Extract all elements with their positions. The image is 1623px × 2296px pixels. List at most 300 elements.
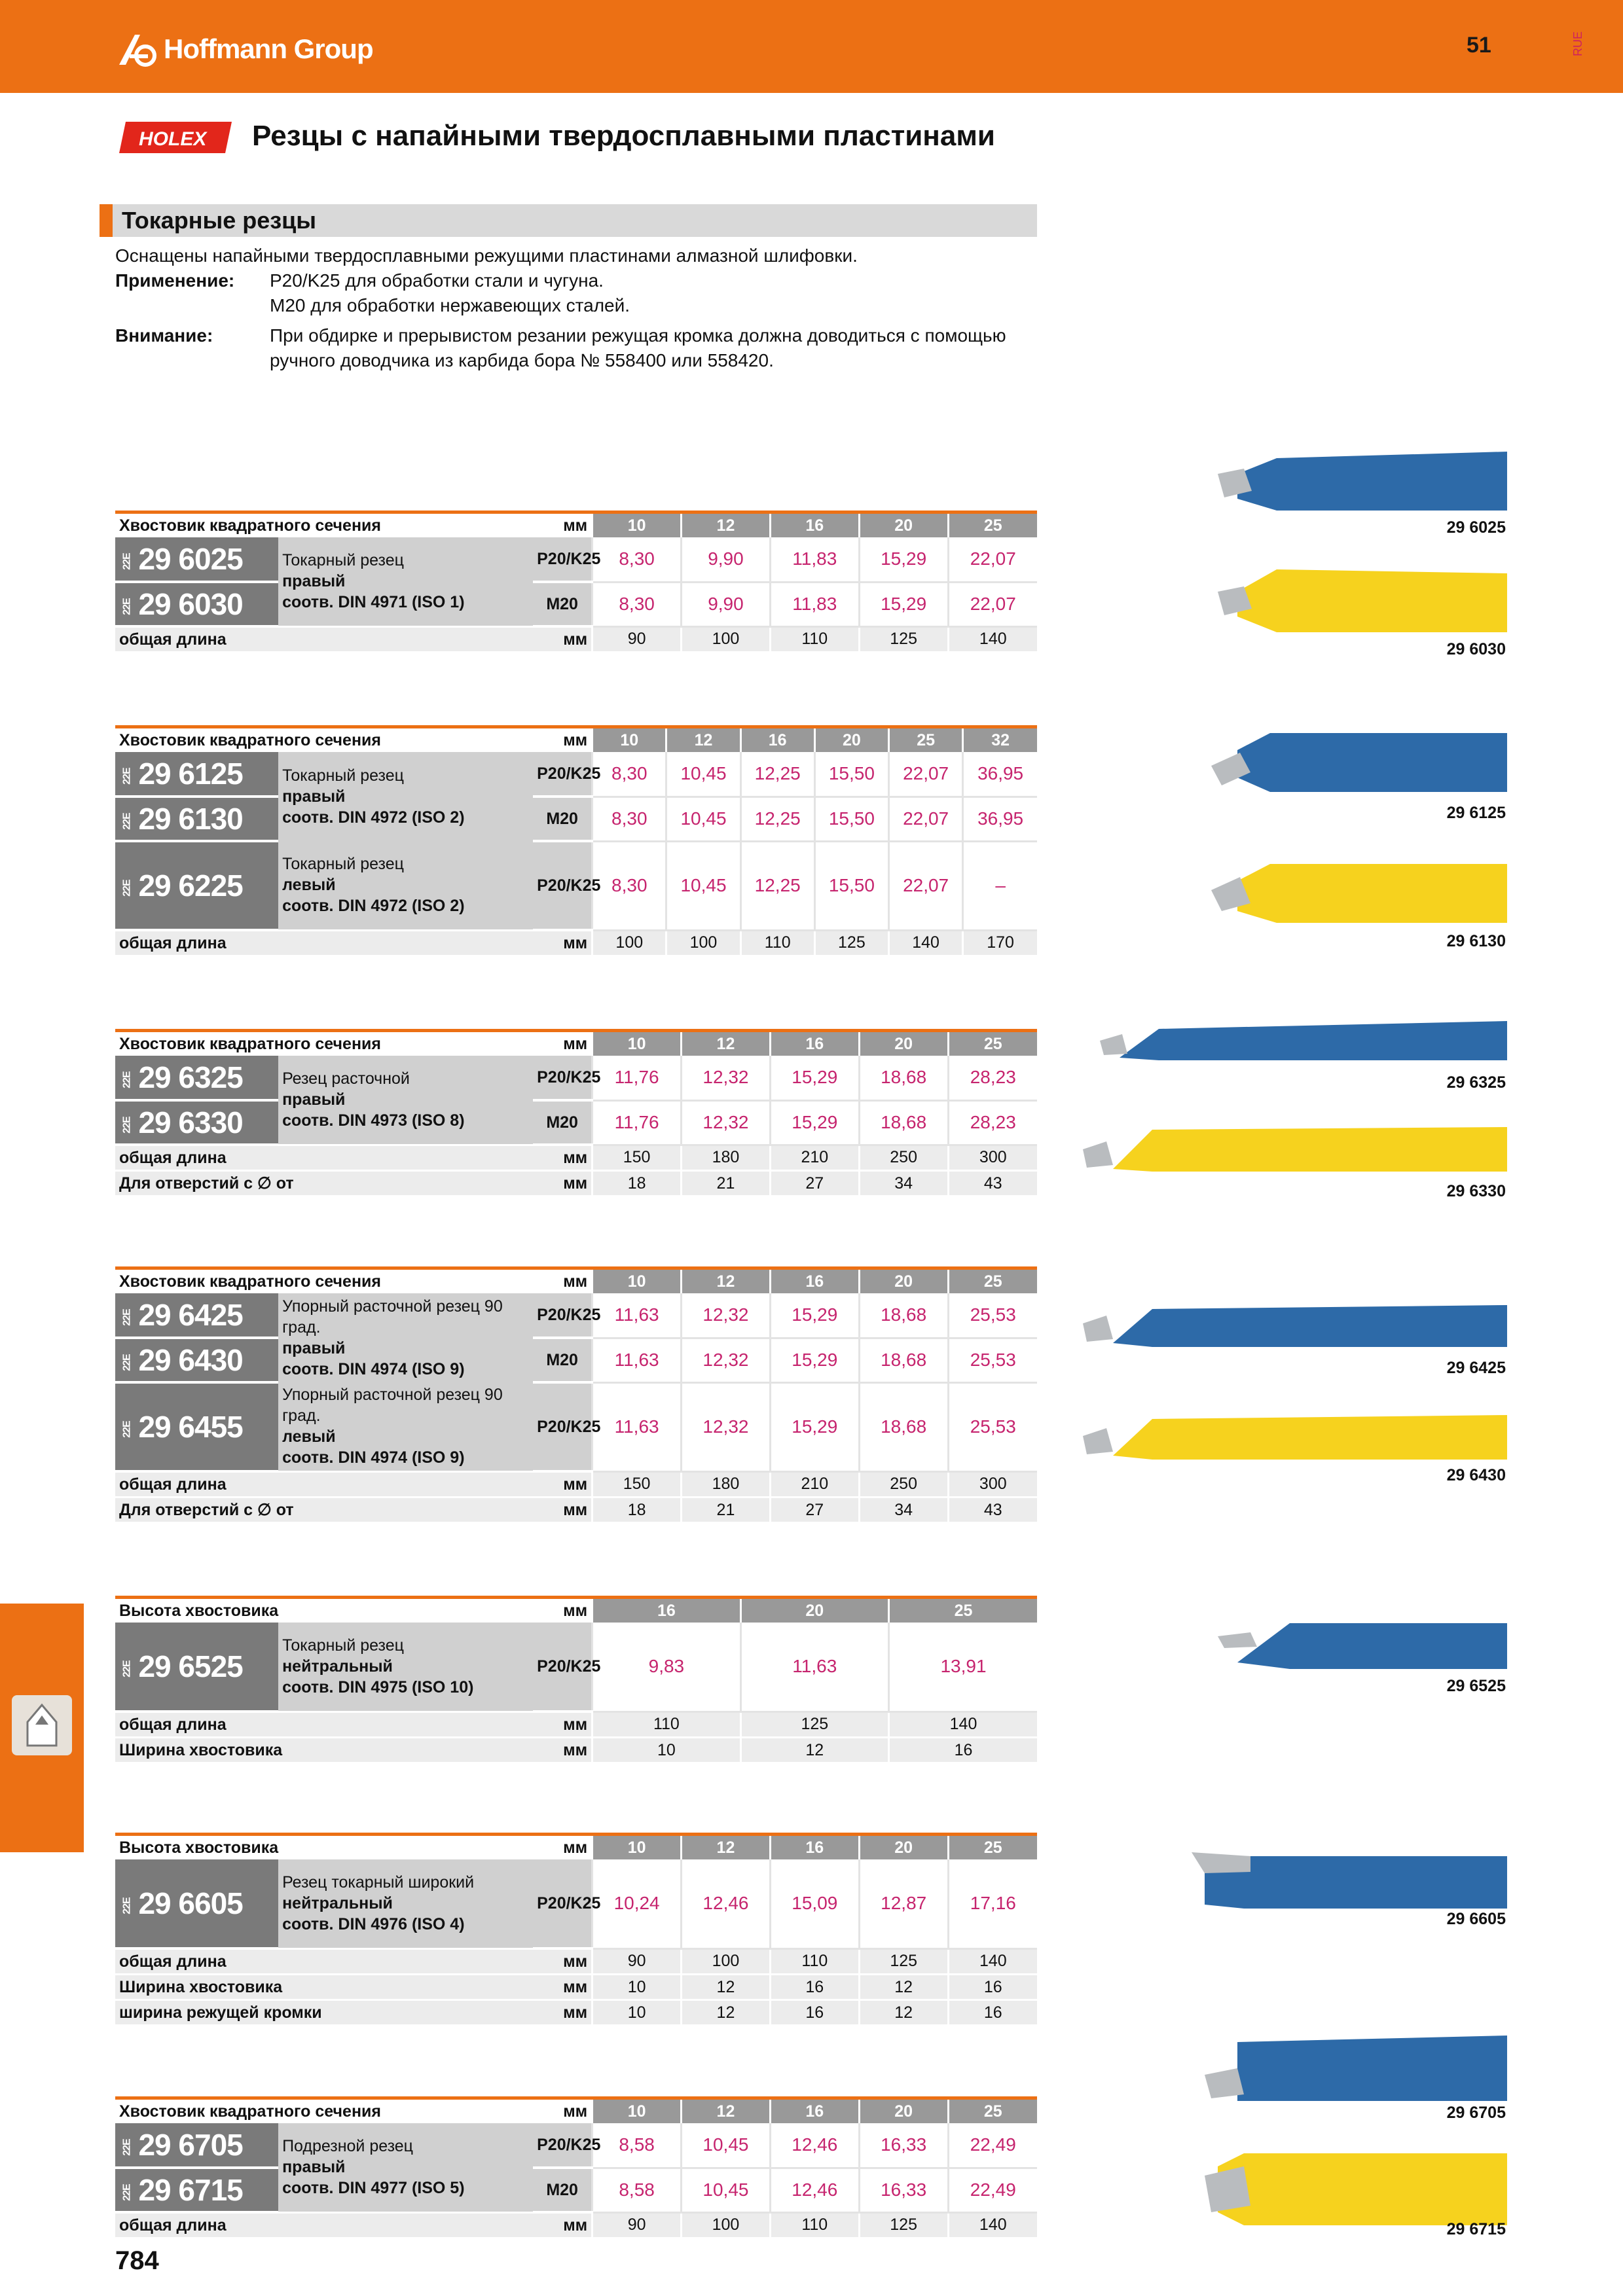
picture-caption: 29 6605: [1446, 1910, 1506, 1928]
size-header: 12: [682, 2098, 771, 2124]
info-value: 16: [889, 1738, 1037, 1763]
article-number[interactable]: 22E 29 6130: [115, 797, 278, 841]
price: 8,58: [593, 2123, 682, 2168]
article-number[interactable]: 22E 29 6705: [115, 2123, 278, 2168]
size-header: 16: [770, 1835, 859, 1860]
price: 12,32: [682, 1056, 771, 1100]
price: 22,07: [948, 537, 1037, 582]
info-value: 10: [593, 1975, 682, 2000]
price-table-296705: [115, 2096, 1037, 2237]
price: 15,29: [770, 1382, 859, 1471]
price: 15,50: [814, 752, 888, 797]
info-value: 210: [770, 1145, 859, 1171]
info-value: 12: [859, 1975, 948, 2000]
size-header: 25: [948, 1835, 1037, 1860]
size-header: 20: [859, 1031, 948, 1056]
info-value: 140: [889, 930, 963, 955]
carbide-grade: M20: [533, 797, 593, 841]
price: 15,29: [770, 1338, 859, 1382]
carbide-grade: P20/K25: [533, 1623, 593, 1712]
intro-text: Оснащены напайными твердосплавными режущими пластинами алмазной шлифовки.: [115, 245, 858, 266]
info-label: ширина режущей кромки: [115, 2000, 533, 2025]
price: 8,30: [593, 537, 682, 582]
price-table-296425: [115, 1266, 1037, 1522]
brand-name: Hoffmann Group: [164, 33, 373, 64]
price: 16,33: [859, 2123, 948, 2168]
info-value: 125: [859, 626, 948, 651]
table-row: [115, 797, 1037, 841]
carbide-grade: P20/K25: [533, 841, 593, 930]
info-row: [115, 2000, 1037, 2025]
price: 12,25: [740, 752, 814, 797]
size-header: 25: [948, 2098, 1037, 2124]
article-number[interactable]: 22E 29 6525: [115, 1623, 278, 1712]
info-value: 125: [859, 2212, 948, 2237]
size-header: 10: [593, 512, 682, 538]
info-label: общая длина: [115, 1145, 533, 1171]
unit-mm: мм: [533, 1738, 593, 1763]
info-value: 180: [682, 1471, 771, 1498]
price: 13,91: [889, 1623, 1037, 1712]
product-description: Токарный резец нейтральный соотв. DIN 4975 (ISO 10): [278, 1623, 533, 1712]
info-value: 43: [948, 1171, 1037, 1196]
unit-mm: мм: [533, 1948, 593, 1975]
table-row: [115, 1859, 1037, 1948]
price: 8,30: [593, 797, 666, 841]
size-header: 10: [593, 1031, 682, 1056]
unit-mm: мм: [533, 1835, 593, 1860]
price: 22,07: [889, 797, 963, 841]
info-value: 16: [948, 1975, 1037, 2000]
price: 18,68: [859, 1293, 948, 1338]
info-value: 21: [682, 1498, 771, 1522]
carbide-grade: M20: [533, 582, 593, 626]
price: 12,32: [682, 1382, 771, 1471]
picture-caption: 29 6125: [1446, 804, 1506, 822]
article-number[interactable]: 22E 29 6715: [115, 2168, 278, 2212]
info-value: 180: [682, 1145, 771, 1171]
product-description: Токарный резец правый соотв. DIN 4972 (ISO 2): [278, 752, 533, 841]
info-value: 110: [593, 1712, 740, 1738]
info-value: 110: [770, 2212, 859, 2237]
price-table-296025: [115, 511, 1037, 651]
picture-caption: 29 6330: [1446, 1182, 1506, 1200]
info-value: 12: [740, 1738, 888, 1763]
product-description: Упорный расточной резец 90 град. левый соотв. DIN 4974 (ISO 9): [278, 1382, 533, 1471]
info-value: 100: [682, 1948, 771, 1975]
info-value: 16: [770, 1975, 859, 2000]
price: 12,32: [682, 1100, 771, 1145]
table-row: [115, 1623, 1037, 1712]
carbide-grade: M20: [533, 1100, 593, 1145]
info-value: 18: [593, 1498, 682, 1522]
info-row: [115, 1498, 1037, 1522]
price: –: [963, 841, 1037, 930]
price: 12,32: [682, 1293, 771, 1338]
price: 12,46: [770, 2168, 859, 2212]
info-row: [115, 1948, 1037, 1975]
tool-picture-296025: [1198, 445, 1512, 517]
picture-caption: 29 6425: [1446, 1359, 1506, 1377]
product-description: Резец токарный широкий нейтральный соотв. DIN 4976 (ISO 4): [278, 1859, 533, 1948]
price: 22,49: [948, 2168, 1037, 2212]
info-value: 100: [682, 626, 771, 651]
info-label: Для отверстий с ∅ от: [115, 1498, 533, 1522]
shank-label: Хвостовик квадратного сечения: [115, 2098, 533, 2124]
price: 12,46: [682, 1859, 771, 1948]
unit-mm: мм: [533, 2000, 593, 2025]
tool-picture-296430: [1074, 1407, 1512, 1466]
note-line-2: ручного доводчика из карбида бора № 558400 или 558420.: [270, 350, 774, 370]
info-value: 140: [948, 1948, 1037, 1975]
price: 18,68: [859, 1382, 948, 1471]
holex-badge-text: HOLEX: [139, 128, 207, 150]
holex-badge: [117, 118, 234, 157]
size-header: 20: [814, 727, 888, 753]
info-value: 34: [859, 1498, 948, 1522]
price: 22,49: [948, 2123, 1037, 2168]
picture-caption: 29 6025: [1446, 518, 1506, 537]
info-value: 100: [682, 2212, 771, 2237]
price: 36,95: [963, 797, 1037, 841]
size-header: 25: [889, 727, 963, 753]
info-value: 12: [682, 1975, 771, 2000]
size-header: 32: [963, 727, 1037, 753]
article-number[interactable]: 22E 29 6030: [115, 582, 278, 626]
info-value: 10: [593, 1738, 740, 1763]
price: 15,50: [814, 841, 888, 930]
info-value: 110: [770, 1948, 859, 1975]
info-label: Для отверстий с ∅ от: [115, 1171, 533, 1196]
info-value: 125: [740, 1712, 888, 1738]
price: 15,29: [859, 582, 948, 626]
article-number[interactable]: 22E 29 6330: [115, 1100, 278, 1145]
language-code: RUE: [1571, 31, 1584, 57]
article-number[interactable]: 22E 29 6455: [115, 1382, 278, 1471]
size-header: 25: [948, 1031, 1037, 1056]
info-value: 34: [859, 1171, 948, 1196]
info-row: [115, 1738, 1037, 1763]
size-header: 12: [682, 1268, 771, 1294]
info-row: [115, 930, 1037, 955]
price: 11,76: [593, 1100, 682, 1145]
price: 18,68: [859, 1056, 948, 1100]
info-value: 90: [593, 1948, 682, 1975]
price: 11,63: [593, 1382, 682, 1471]
info-value: 12: [859, 2000, 948, 2025]
table-row: [115, 1338, 1037, 1382]
price: 15,09: [770, 1859, 859, 1948]
info-value: 250: [859, 1471, 948, 1498]
info-value: 140: [948, 626, 1037, 651]
section-marker: [100, 204, 113, 237]
carbide-grade: P20/K25: [533, 1382, 593, 1471]
picture-caption: 29 6325: [1446, 1073, 1506, 1092]
size-header: 25: [948, 512, 1037, 538]
tool-picture-296325: [1093, 1014, 1512, 1067]
price: 10,45: [666, 841, 740, 930]
info-value: 100: [666, 930, 740, 955]
article-number[interactable]: 22E 29 6125: [115, 752, 278, 797]
tool-picture-296705: [1198, 2029, 1512, 2108]
usage-label: Применение:: [115, 270, 235, 291]
size-header: 12: [682, 512, 771, 538]
price: 12,46: [770, 2123, 859, 2168]
info-row: [115, 1712, 1037, 1738]
info-value: 90: [593, 2212, 682, 2237]
price: 10,45: [682, 2168, 771, 2212]
info-value: 21: [682, 1171, 771, 1196]
info-value: 100: [593, 930, 666, 955]
price: 36,95: [963, 752, 1037, 797]
article-number[interactable]: 22E 29 6425: [115, 1293, 278, 1338]
size-header: 16: [770, 1031, 859, 1056]
info-value: 300: [948, 1145, 1037, 1171]
price: 11,83: [770, 582, 859, 626]
unit-mm: мм: [533, 1975, 593, 2000]
price: 11,76: [593, 1056, 682, 1100]
price: 12,25: [740, 797, 814, 841]
price: 15,50: [814, 797, 888, 841]
info-value: 170: [963, 930, 1037, 955]
size-header: 20: [740, 1598, 888, 1623]
info-row: [115, 1171, 1037, 1196]
price: 15,29: [859, 537, 948, 582]
shank-label: Хвостовик квадратного сечения: [115, 1031, 533, 1056]
info-value: 140: [889, 1712, 1037, 1738]
price: 17,16: [948, 1859, 1037, 1948]
size-header: 20: [859, 1268, 948, 1294]
unit-mm: мм: [533, 512, 593, 538]
table-row: [115, 582, 1037, 626]
unit-mm: мм: [533, 1171, 593, 1196]
price-table-296325: [115, 1029, 1037, 1195]
table-row: [115, 841, 1037, 930]
info-label: общая длина: [115, 2212, 533, 2237]
info-value: 125: [814, 930, 888, 955]
info-row: [115, 1975, 1037, 2000]
info-row: [115, 1471, 1037, 1498]
price: 25,53: [948, 1293, 1037, 1338]
price: 22,07: [889, 752, 963, 797]
size-header: 10: [593, 2098, 682, 2124]
note-line-1: При обдирке и прерывистом резании режущая кромка должна доводиться с помощью: [270, 325, 1006, 346]
info-value: 150: [593, 1145, 682, 1171]
tool-picture-296605: [1178, 1846, 1512, 1918]
usage-line-1: P20/K25 для обработки стали и чугуна.: [270, 270, 604, 291]
info-value: 150: [593, 1471, 682, 1498]
table-row: [115, 1056, 1037, 1100]
size-header: 10: [593, 1835, 682, 1860]
price: 12,25: [740, 841, 814, 930]
info-value: 43: [948, 1498, 1037, 1522]
info-value: 90: [593, 626, 682, 651]
price: 18,68: [859, 1100, 948, 1145]
carbide-grade: P20/K25: [533, 537, 593, 582]
bottom-page-number: 784: [115, 2246, 159, 2275]
info-label: Ширина хвостовика: [115, 1975, 533, 2000]
price: 12,87: [859, 1859, 948, 1948]
size-header: 20: [859, 2098, 948, 2124]
shank-label: Хвостовик квадратного сечения: [115, 1268, 533, 1294]
price: 15,29: [770, 1100, 859, 1145]
price: 22,07: [948, 582, 1037, 626]
table-row: [115, 2168, 1037, 2212]
price: 8,58: [593, 2168, 682, 2212]
table-row: [115, 1293, 1037, 1338]
picture-caption: 29 6705: [1446, 2104, 1506, 2122]
tool-picture-296525: [1211, 1617, 1512, 1676]
carbide-grade: M20: [533, 1338, 593, 1382]
info-label: общая длина: [115, 626, 533, 651]
size-header: 25: [889, 1598, 1037, 1623]
table-row: [115, 1100, 1037, 1145]
info-value: 12: [682, 2000, 771, 2025]
price: 8,30: [593, 752, 666, 797]
price: 11,63: [740, 1623, 888, 1712]
shank-height-label: Высота хвостовика: [115, 1598, 533, 1623]
info-value: 250: [859, 1145, 948, 1171]
unit-mm: мм: [533, 1031, 593, 1056]
info-value: 110: [770, 626, 859, 651]
info-label: общая длина: [115, 1712, 533, 1738]
tool-picture-296715: [1192, 2147, 1512, 2232]
carbide-grade: P20/K25: [533, 752, 593, 797]
carbide-grade: P20/K25: [533, 2123, 593, 2168]
price: 28,23: [948, 1100, 1037, 1145]
info-row: [115, 2212, 1037, 2237]
product-description: Подрезной резец правый соотв. DIN 4977 (ISO 5): [278, 2123, 533, 2212]
size-header: 16: [770, 2098, 859, 2124]
note-label: Внимание:: [115, 325, 213, 346]
tool-picture-296125: [1198, 726, 1512, 798]
product-description: Токарный резец правый соотв. DIN 4971 (ISO 1): [278, 537, 533, 626]
page-title: Резцы с напайными твердосплавными пластинами: [252, 120, 995, 152]
picture-caption: 29 6430: [1446, 1466, 1506, 1484]
table-row: [115, 752, 1037, 797]
turning-tool-icon[interactable]: [12, 1695, 72, 1755]
product-description: Токарный резец левый соотв. DIN 4972 (ISO 2): [278, 841, 533, 930]
product-description: Упорный расточной резец 90 град. правый соотв. DIN 4974 (ISO 9): [278, 1293, 533, 1382]
article-number[interactable]: 22E 29 6430: [115, 1338, 278, 1382]
price: 9,83: [593, 1623, 740, 1712]
carbide-grade: P20/K25: [533, 1293, 593, 1338]
info-value: 16: [948, 2000, 1037, 2025]
size-header: 16: [740, 727, 814, 753]
info-label: общая длина: [115, 1948, 533, 1975]
table-row: [115, 537, 1037, 582]
size-header: 25: [948, 1268, 1037, 1294]
price: 11,63: [593, 1338, 682, 1382]
unit-mm: мм: [533, 626, 593, 651]
size-header: 12: [682, 1835, 771, 1860]
section-title: Токарные резцы: [122, 207, 317, 234]
usage-line-2: M20 для обработки нержавеющих сталей.: [270, 295, 630, 315]
carbide-grade: P20/K25: [533, 1859, 593, 1948]
unit-mm: мм: [533, 930, 593, 955]
price: 18,68: [859, 1338, 948, 1382]
info-value: 300: [948, 1471, 1037, 1498]
price: 10,45: [666, 752, 740, 797]
size-header: 20: [859, 512, 948, 538]
price: 8,30: [593, 582, 682, 626]
size-header: 10: [593, 1268, 682, 1294]
price: 15,29: [770, 1056, 859, 1100]
price: 16,33: [859, 2168, 948, 2212]
tool-picture-296130: [1198, 851, 1512, 929]
info-label: Ширина хвостовика: [115, 1738, 533, 1763]
size-header: 16: [593, 1598, 740, 1623]
hoffmann-logo-icon: [117, 31, 158, 67]
tool-picture-296425: [1074, 1296, 1512, 1355]
price: 9,90: [682, 537, 771, 582]
unit-mm: мм: [533, 1498, 593, 1522]
size-header: 20: [859, 1835, 948, 1860]
unit-mm: мм: [533, 1268, 593, 1294]
size-header: 16: [770, 512, 859, 538]
size-header: 10: [593, 727, 666, 753]
table-row: [115, 2123, 1037, 2168]
unit-mm: мм: [533, 1145, 593, 1171]
price: 10,45: [682, 2123, 771, 2168]
product-description: Резец расточной правый соотв. DIN 4973 (ISO 8): [278, 1056, 533, 1145]
shank-label: Хвостовик квадратного сечения: [115, 727, 533, 753]
info-value: 110: [740, 930, 814, 955]
info-value: 140: [948, 2212, 1037, 2237]
picture-caption: 29 6525: [1446, 1677, 1506, 1695]
size-header: 12: [666, 727, 740, 753]
tool-picture-296030: [1198, 563, 1512, 635]
price: 11,63: [593, 1293, 682, 1338]
price: 12,32: [682, 1338, 771, 1382]
price: 10,24: [593, 1859, 682, 1948]
picture-caption: 29 6030: [1446, 640, 1506, 658]
table-row: [115, 1382, 1037, 1471]
price: 22,07: [889, 841, 963, 930]
article-number[interactable]: 22E 29 6225: [115, 841, 278, 930]
info-label: общая длина: [115, 930, 533, 955]
price: 8,30: [593, 841, 666, 930]
page-number: 51: [1467, 33, 1491, 58]
info-value: 125: [859, 1948, 948, 1975]
info-label: общая длина: [115, 1471, 533, 1498]
info-row: [115, 1145, 1037, 1171]
size-header: 16: [770, 1268, 859, 1294]
article-number[interactable]: 22E 29 6605: [115, 1859, 278, 1948]
size-header: 12: [682, 1031, 771, 1056]
article-number[interactable]: 22E 29 6025: [115, 537, 278, 582]
unit-mm: мм: [533, 1471, 593, 1498]
price-table-296525: [115, 1596, 1037, 1762]
unit-mm: мм: [533, 2212, 593, 2237]
price: 10,45: [666, 797, 740, 841]
shank-height-label: Высота хвостовика: [115, 1835, 533, 1860]
info-value: 10: [593, 2000, 682, 2025]
hoffmann-logo[interactable]: [117, 26, 373, 72]
info-value: 210: [770, 1471, 859, 1498]
price: 25,53: [948, 1382, 1037, 1471]
price: 15,29: [770, 1293, 859, 1338]
price: 9,90: [682, 582, 771, 626]
price-table-296125: [115, 725, 1037, 955]
article-number[interactable]: 22E 29 6325: [115, 1056, 278, 1100]
price: 11,83: [770, 537, 859, 582]
picture-caption: 29 6130: [1446, 932, 1506, 950]
price: 28,23: [948, 1056, 1037, 1100]
price-table-296605: [115, 1833, 1037, 2024]
unit-mm: мм: [533, 727, 593, 753]
unit-mm: мм: [533, 1712, 593, 1738]
